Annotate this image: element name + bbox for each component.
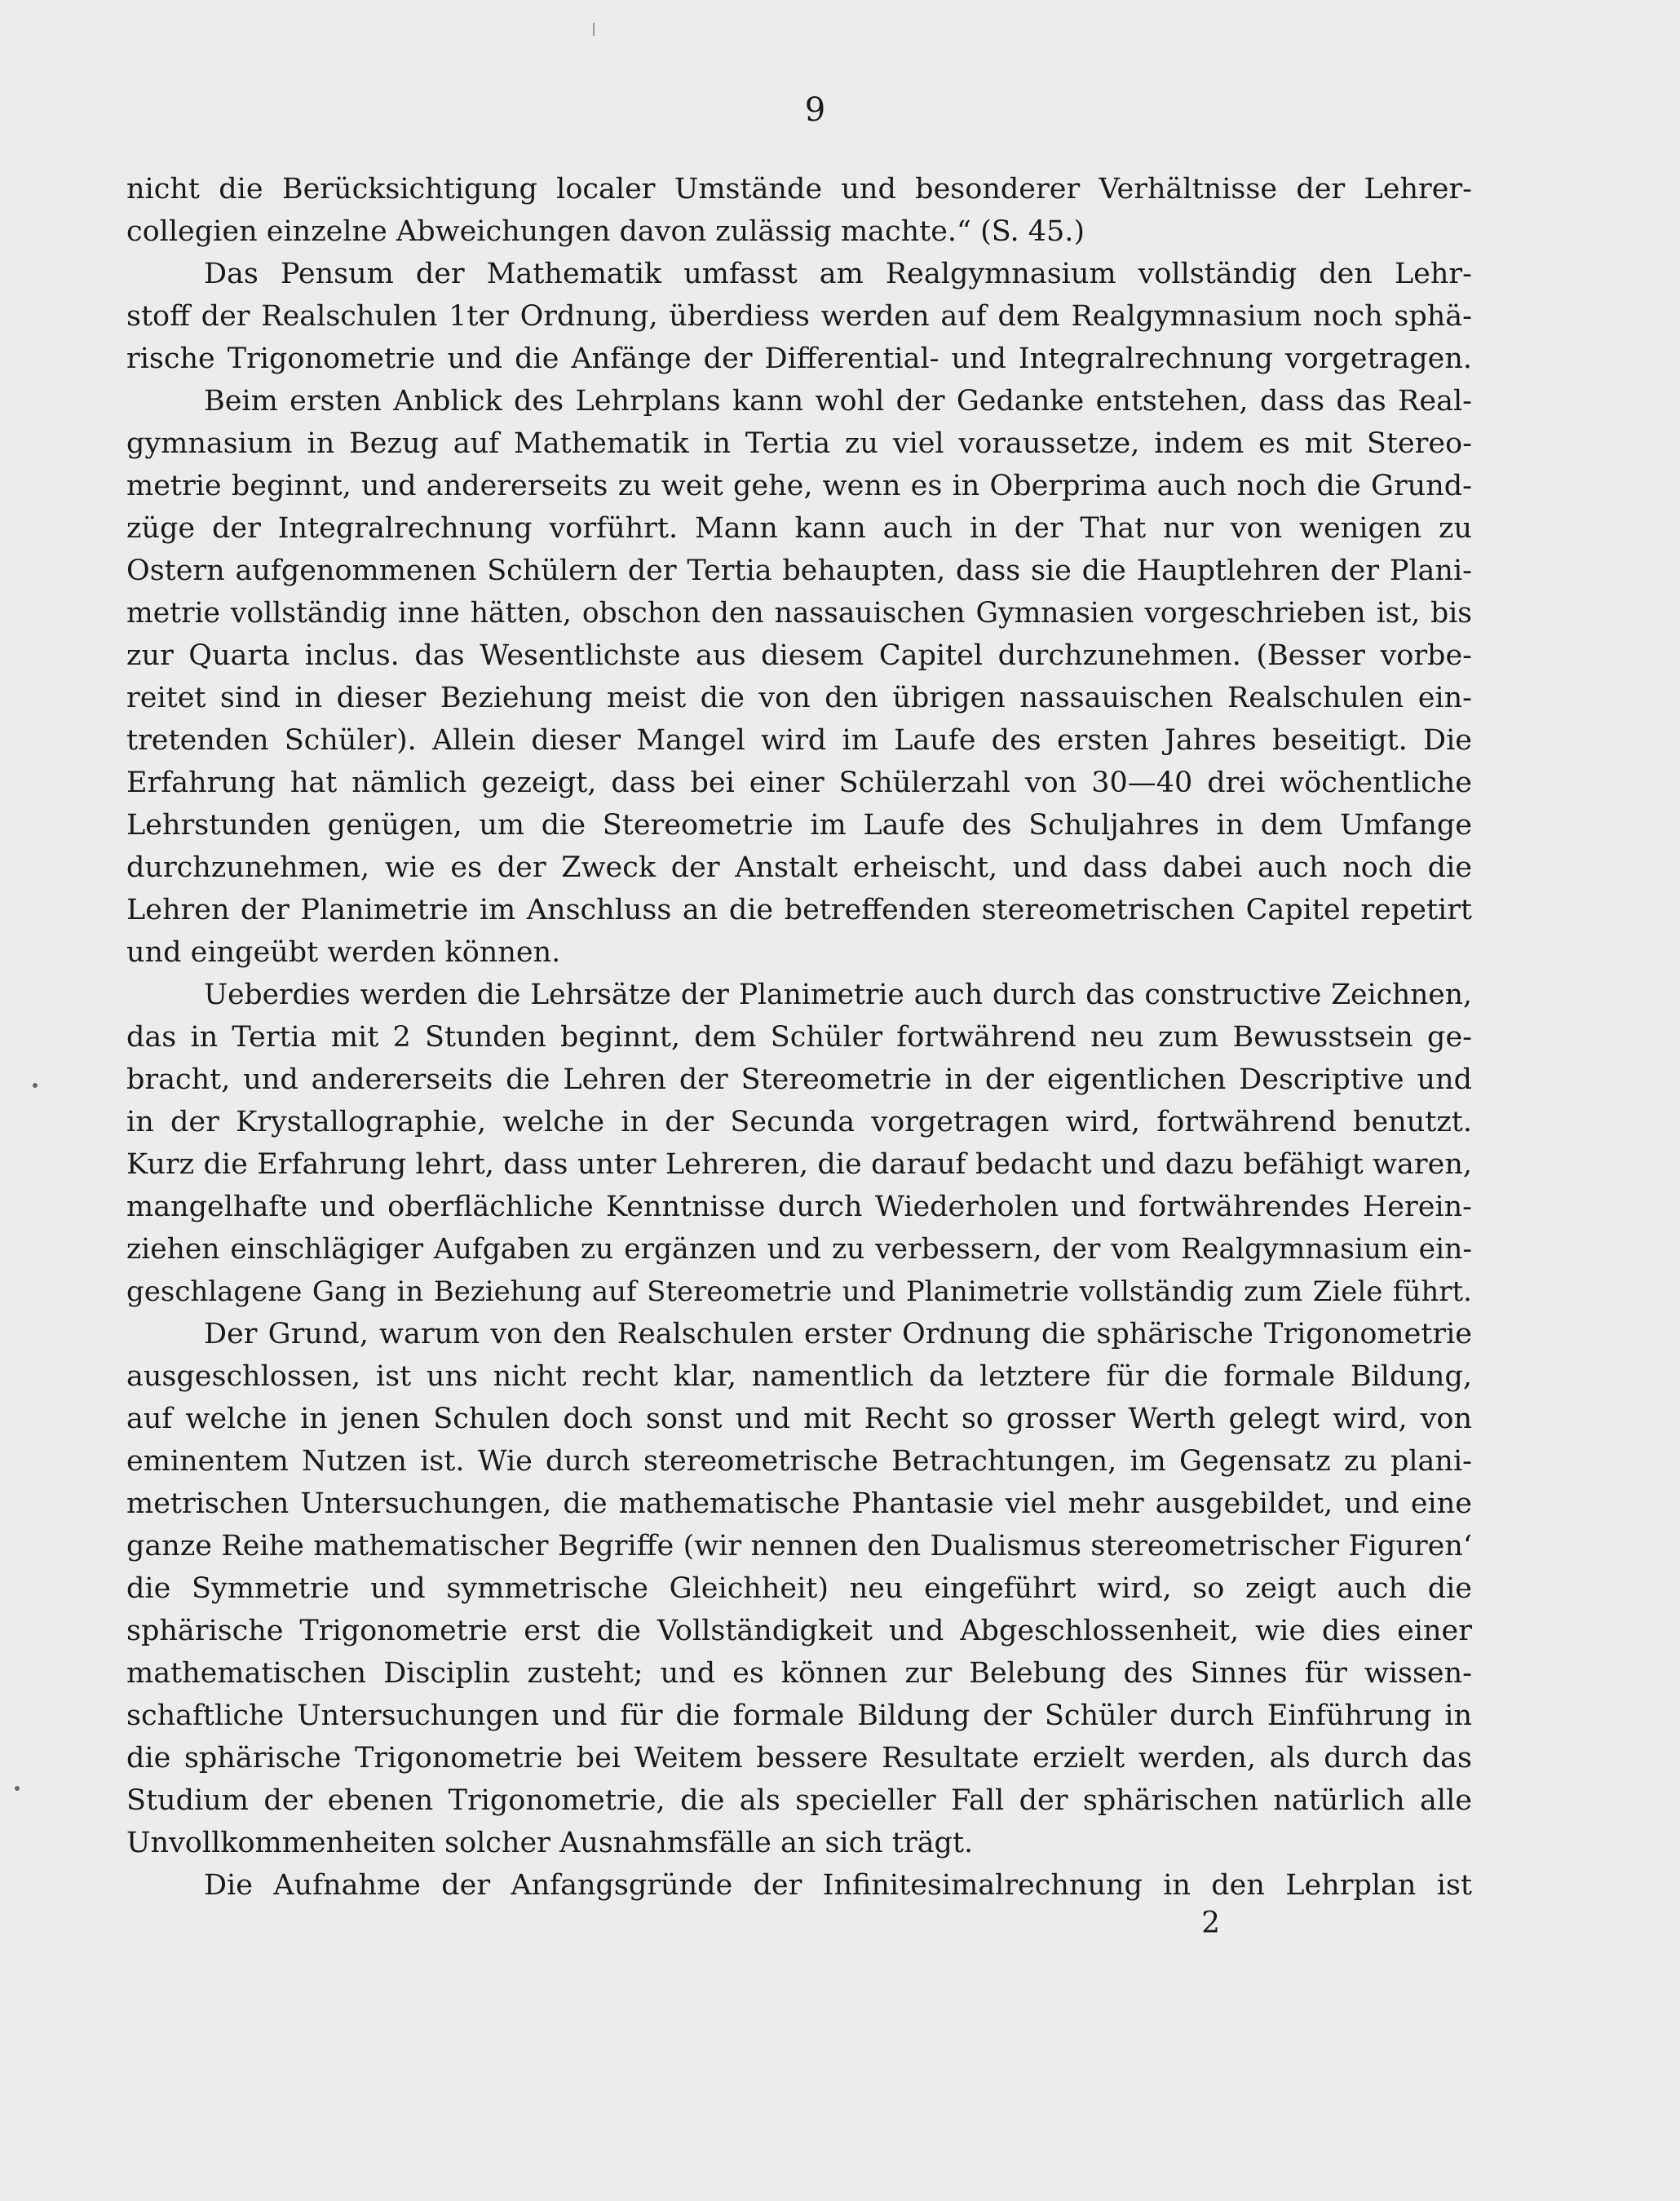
text-line: tretenden Schüler). Allein dieser Mangel wird im Laufe des ersten Jahres beseitigt. Die [126, 724, 1472, 757]
text-line: sphärische Trigonometrie erst die Vollständigkeit und Abgeschlossenheit, wie dies einer [126, 1615, 1472, 1647]
text-line: stoff der Realschulen 1ter Ordnung, überdiess werden auf dem Realgymnasium noch sphä- [126, 300, 1472, 333]
body-text [126, 168, 1472, 1907]
text-line: metrie beginnt, und andererseits zu weit gehe, wenn es in Oberprima auch noch die Grund- [126, 470, 1472, 502]
text-line: Erfahrung hat nämlich gezeigt, dass bei einer Schülerzahl von 30—40 drei wöchentliche [126, 767, 1472, 799]
text-line: bracht, und andererseits die Lehren der Stereometrie in der eigentlichen Descriptive und [126, 1063, 1472, 1096]
print-mark [593, 23, 595, 36]
text-line: zur Quarta inclus. das Wesentlichste aus diesem Capitel durchzunehmen. (Besser vorbe- [126, 639, 1472, 672]
text-line: Die Aufnahme der Anfangsgründe der Infinitesimalrechnung in den Lehrplan ist [204, 1869, 1472, 1902]
signature-mark: 2 [1201, 1907, 1220, 1940]
text-line: schaftliche Untersuchungen und für die formale Bildung der Schüler durch Einführung in [126, 1699, 1472, 1732]
stray-dot [15, 1786, 20, 1791]
text-line: eminentem Nutzen ist. Wie durch stereometrische Betrachtungen, im Gegensatz zu plani- [126, 1445, 1472, 1478]
text-line: mathematischen Disciplin zusteht; und es können zur Belebung des Sinnes für wissen- [126, 1657, 1472, 1690]
text-line: Unvollkommenheiten solcher Ausnahmsfälle an sich trägt. [126, 1827, 974, 1859]
text-line: züge der Integralrechnung vorführt. Mann kann auch in der That nur von wenigen zu [126, 512, 1472, 545]
text-line: metrie vollständig inne hätten, obschon den nassauischen Gymnasien vorgeschrieben ist, bis [126, 597, 1472, 630]
text-line: geschlagene Gang in Beziehung auf Stereometrie und Planimetrie vollständig zum Ziele führt. [126, 1275, 1472, 1308]
stray-dot [33, 1083, 38, 1088]
text-line: Ueberdies werden die Lehrsätze der Planimetrie auch durch das constructive Zeichnen, [204, 979, 1472, 1011]
text-line: das in Tertia mit 2 Stunden beginnt, dem Schüler fortwährend neu zum Bewusstsein ge- [126, 1021, 1472, 1054]
text-line: collegien einzelne Abweichungen davon zulässig machte.“ (S. 45.) [126, 215, 1085, 248]
text-line: Studium der ebenen Trigonometrie, die als specieller Fall der sphärischen natürlich alle [126, 1784, 1472, 1817]
text-line: Der Grund, warum von den Realschulen erster Ordnung die sphärische Trigonometrie [204, 1318, 1472, 1350]
text-line: rische Trigonometrie und die Anfänge der Differential- und Integralrechnung vorgetragen. [126, 343, 1472, 375]
text-line: reitet sind in dieser Beziehung meist die von den übrigen nassauischen Realschulen ein- [126, 682, 1472, 714]
text-line: die Symmetrie und symmetrische Gleichheit) neu eingeführt wird, so zeigt auch die [126, 1572, 1472, 1605]
text-line: ziehen einschlägiger Aufgaben zu ergänzen und zu verbessern, der vom Realgymnasium ein- [126, 1233, 1472, 1266]
text-line: in der Krystallographie, welche in der Secunda vorgetragen wird, fortwährend benutzt. [126, 1106, 1472, 1138]
text-line: Lehren der Planimetrie im Anschluss an die betreffenden stereometrischen Capitel repetirt [126, 894, 1472, 926]
text-line: gymnasium in Bezug auf Mathematik in Tertia zu viel voraussetze, indem es mit Stereo- [126, 427, 1472, 460]
text-line: nicht die Berücksichtigung localer Umstände und besonderer Verhältnisse der Lehrer- [126, 173, 1472, 206]
text-line: durchzunehmen, wie es der Zweck der Anstalt erheischt, und dass dabei auch noch die [126, 851, 1472, 884]
text-line: Ostern aufgenommenen Schülern der Tertia behaupten, dass sie die Hauptlehren der Plani- [126, 555, 1472, 587]
text-line: die sphärische Trigonometrie bei Weitem bessere Resultate erzielt werden, als durch das [126, 1742, 1472, 1775]
text-line: Beim ersten Anblick des Lehrplans kann wohl der Gedanke entstehen, dass das Real- [204, 385, 1472, 418]
text-line: Lehrstunden genügen, um die Stereometrie im Laufe des Schuljahres in dem Umfange [126, 809, 1472, 842]
text-line: ganze Reihe mathematischer Begriffe (wir nennen den Dualismus stereometrischer Figuren‘ [126, 1530, 1472, 1562]
text-line: und eingeübt werden können. [126, 936, 561, 969]
text-line: ausgeschlossen, ist uns nicht recht klar, namentlich da letztere für die formale Bildung, [126, 1360, 1472, 1393]
text-line: auf welche in jenen Schulen doch sonst und mit Recht so grosser Werth gelegt wird, von [126, 1403, 1472, 1435]
text-line: mangelhafte und oberflächliche Kenntnisse durch Wiederholen und fortwährendes Herein- [126, 1191, 1472, 1223]
text-line: Kurz die Erfahrung lehrt, dass unter Lehreren, die darauf bedacht und dazu befähigt waren, [126, 1148, 1472, 1181]
text-line: metrischen Untersuchungen, die mathematische Phantasie viel mehr ausgebildet, und eine [126, 1487, 1472, 1520]
text-line: Das Pensum der Mathematik umfasst am Realgymnasium vollständig den Lehr- [204, 258, 1472, 290]
page-number: 9 [804, 91, 827, 129]
